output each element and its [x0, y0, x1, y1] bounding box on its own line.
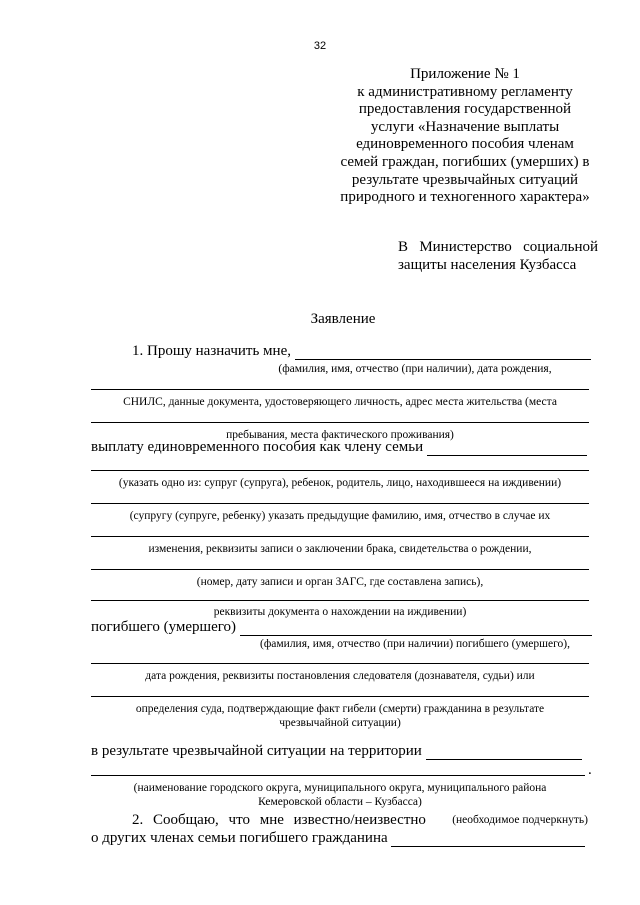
caption-applicant-docs: СНИЛС, данные документа, удостоверяющего личность, адрес места жительства (места [123, 396, 557, 408]
paragraph-1-lead [132, 342, 591, 360]
document-title: Заявление [310, 311, 376, 327]
recipient-block [398, 238, 598, 274]
appendix-line: к административному регламенту [357, 83, 573, 100]
fill-line[interactable] [91, 775, 585, 776]
paragraph-2-cont [91, 829, 585, 847]
appendix-line: услуги «Назначение выплаты [370, 118, 560, 135]
caption-marriage-record: изменения, реквизиты записи о заключении брака, свидетельства о рождении, [148, 543, 532, 555]
appendix-header [330, 66, 600, 207]
family-member-field[interactable] [427, 441, 587, 456]
fill-line[interactable] [91, 422, 589, 423]
page-number: 32 [313, 40, 327, 52]
appendix-line: семей граждан, погибших (умерших) в [340, 153, 590, 170]
appendix-line: результате чрезвычайных ситуаций [351, 171, 579, 188]
appendix-line: единовременного пособия членам [356, 136, 574, 153]
territory-line [91, 742, 582, 760]
fill-line[interactable] [91, 600, 589, 601]
p2-cont-text: о других членах семьи погибшего гражданина [91, 830, 388, 846]
recipient-line: В Министерство социальной [398, 239, 598, 255]
territory-field[interactable] [426, 745, 582, 760]
payment-line [91, 438, 587, 456]
p2-lead-text: 2. Сообщаю, что мне известно/неизвестно [132, 812, 426, 828]
caption-previous-names: (супругу (супруге, ребенку) указать предыдущие фамилию, имя, отчество в случае их [129, 510, 551, 522]
caption-dependency: реквизиты документа о нахождении на иждивении) [213, 606, 467, 618]
fill-line[interactable] [91, 470, 589, 471]
fill-line[interactable] [91, 503, 589, 504]
appendix-line: природного и техногенного характера» [340, 189, 590, 206]
deceased-line [91, 618, 592, 636]
fill-line[interactable] [91, 569, 589, 570]
fill-line[interactable] [91, 389, 589, 390]
fill-line[interactable] [91, 696, 589, 697]
recipient-line: защиты населения Кузбасса [398, 257, 577, 273]
appendix-line: Приложение № 1 [410, 66, 520, 82]
p2-note: (необходимое подчеркнуть) [452, 814, 588, 826]
caption-residence: пребывания, места фактического проживания) [226, 429, 454, 441]
p1-lead-text: 1. Прошу назначить мне, [132, 343, 291, 359]
deceased-text: погибшего (умершего) [91, 619, 237, 635]
caption-municipality: (наименование городского округа, муниципального округа, муниципального района [133, 782, 547, 794]
territory-text: в результате чрезвычайной ситуации на территории [91, 743, 422, 759]
paragraph-2-lead [132, 811, 588, 829]
caption-court: определения суда, подтверждающие факт гибели (смерти) гражданина в результате [135, 703, 545, 715]
caption-registry: (номер, дату записи и орган ЗАГС, где составлена запись), [196, 576, 484, 588]
caption-emergency: чрезвычайной ситуации) [279, 717, 401, 729]
fill-line[interactable] [91, 536, 589, 537]
caption-decree: дата рождения, реквизиты постановления следователя (дознавателя, судьи) или [145, 670, 535, 682]
appendix-line: предоставления государственной [358, 101, 572, 118]
caption-region: Кемеровской области – Кузбасса) [258, 796, 422, 808]
caption-applicant-name: (фамилия, имя, отчество (при наличии), дата рождения, [278, 363, 552, 375]
other-members-field[interactable] [391, 832, 585, 847]
payment-text: выплату единовременного пособия как члену семьи [91, 439, 424, 455]
fill-line[interactable] [91, 663, 589, 664]
applicant-name-field[interactable] [295, 345, 591, 360]
caption-deceased-name: (фамилия, имя, отчество (при наличии) погибшего (умершего), [260, 638, 570, 650]
caption-relation: (указать одно из: супруг (супруга), ребенок, родитель, лицо, находившееся на иждивении) [118, 477, 562, 489]
deceased-name-field[interactable] [240, 621, 592, 636]
territory-end: . [588, 762, 592, 778]
